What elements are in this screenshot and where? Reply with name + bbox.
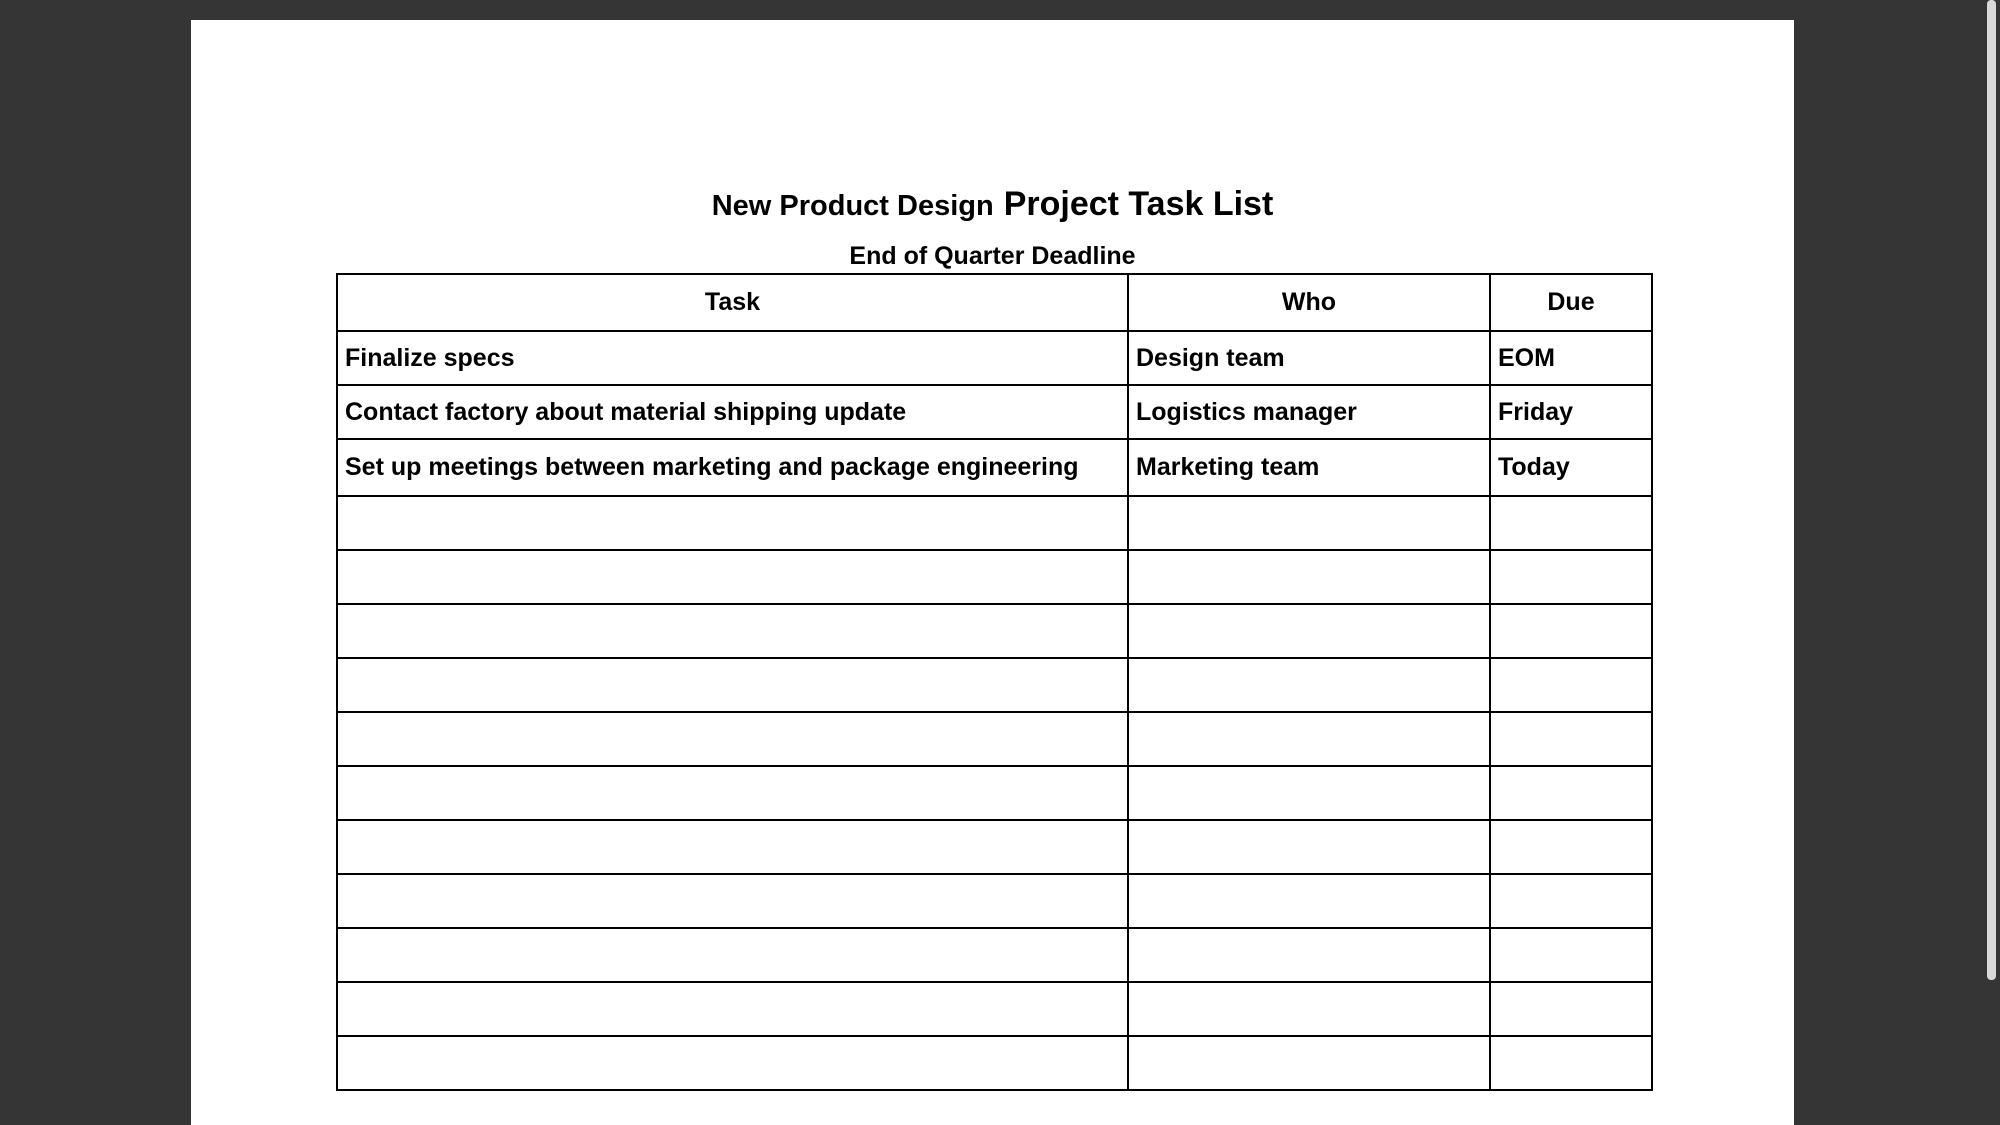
task-cell: Finalize specs bbox=[337, 331, 1128, 385]
task-cell bbox=[337, 928, 1128, 982]
who-cell bbox=[1128, 604, 1490, 658]
task-cell: Contact factory about material shipping update bbox=[337, 385, 1128, 439]
task-cell bbox=[337, 496, 1128, 550]
table-row bbox=[337, 331, 1652, 385]
due-cell bbox=[1490, 820, 1652, 874]
due-cell bbox=[1490, 928, 1652, 982]
column-header-who: Who bbox=[1128, 274, 1490, 331]
title-part-product: New Product Design bbox=[711, 190, 994, 222]
who-cell bbox=[1128, 712, 1490, 766]
table-row bbox=[337, 496, 1652, 550]
due-cell bbox=[1490, 712, 1652, 766]
who-cell: Logistics manager bbox=[1128, 385, 1490, 439]
who-cell bbox=[1128, 1036, 1490, 1090]
task-cell: Set up meetings between marketing and package engineering bbox=[337, 439, 1128, 496]
table-row bbox=[337, 550, 1652, 604]
table-header-row bbox=[337, 274, 1652, 331]
who-cell bbox=[1128, 766, 1490, 820]
task-cell bbox=[337, 658, 1128, 712]
table-row bbox=[337, 712, 1652, 766]
who-cell: Marketing team bbox=[1128, 439, 1490, 496]
due-cell bbox=[1490, 874, 1652, 928]
who-cell bbox=[1128, 550, 1490, 604]
page-subtitle: End of Quarter Deadline bbox=[849, 242, 1136, 270]
table-row bbox=[337, 385, 1652, 439]
table-row bbox=[337, 658, 1652, 712]
title-part-task-list: Project Task List bbox=[1003, 185, 1274, 223]
task-cell bbox=[337, 874, 1128, 928]
task-cell bbox=[337, 550, 1128, 604]
due-cell bbox=[1490, 658, 1652, 712]
due-cell bbox=[1490, 982, 1652, 1036]
task-cell bbox=[337, 766, 1128, 820]
column-header-task: Task bbox=[337, 274, 1128, 331]
table-row bbox=[337, 1036, 1652, 1090]
due-cell bbox=[1490, 1036, 1652, 1090]
task-table bbox=[336, 273, 1653, 1091]
who-cell bbox=[1128, 874, 1490, 928]
who-cell bbox=[1128, 658, 1490, 712]
document-page bbox=[191, 20, 1794, 1125]
task-cell bbox=[337, 1036, 1128, 1090]
due-cell: Friday bbox=[1490, 385, 1652, 439]
who-cell bbox=[1128, 982, 1490, 1036]
task-cell bbox=[337, 604, 1128, 658]
who-cell: Design team bbox=[1128, 331, 1490, 385]
who-cell bbox=[1128, 820, 1490, 874]
due-cell bbox=[1490, 550, 1652, 604]
due-cell bbox=[1490, 766, 1652, 820]
page-title bbox=[191, 185, 1794, 224]
due-cell: EOM bbox=[1490, 331, 1652, 385]
table-row bbox=[337, 604, 1652, 658]
task-table-body bbox=[337, 331, 1652, 1090]
vertical-scrollbar[interactable] bbox=[1987, 0, 1996, 980]
due-cell bbox=[1490, 496, 1652, 550]
due-cell: Today bbox=[1490, 439, 1652, 496]
due-cell bbox=[1490, 604, 1652, 658]
column-header-due: Due bbox=[1490, 274, 1652, 331]
who-cell bbox=[1128, 928, 1490, 982]
table-row bbox=[337, 982, 1652, 1036]
task-cell bbox=[337, 982, 1128, 1036]
table-row bbox=[337, 439, 1652, 496]
task-cell bbox=[337, 712, 1128, 766]
task-cell bbox=[337, 820, 1128, 874]
table-row bbox=[337, 928, 1652, 982]
table-row bbox=[337, 874, 1652, 928]
table-row bbox=[337, 766, 1652, 820]
who-cell bbox=[1128, 496, 1490, 550]
table-row bbox=[337, 820, 1652, 874]
